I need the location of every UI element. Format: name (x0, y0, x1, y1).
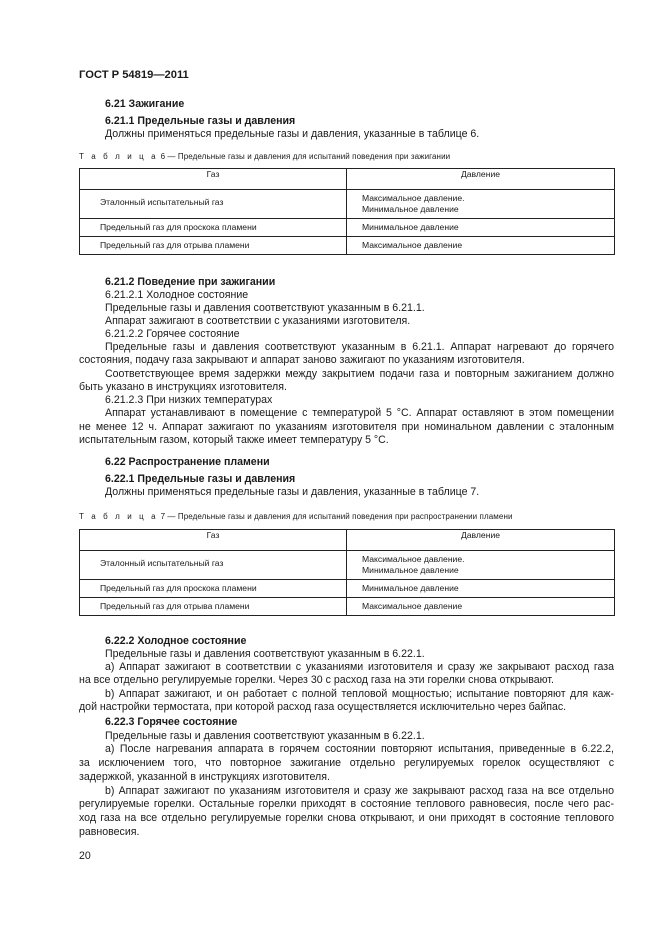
section-6-22-3-title: 6.22.3 Горячее состояние (105, 716, 238, 728)
table-header-row (80, 530, 615, 551)
table-row (80, 219, 615, 237)
section-6-21-2-1-title: 6.21.2.1 Холодное состояние (105, 289, 249, 301)
pressure-line: Минимальное давление (362, 204, 459, 214)
table-header-pressure: Давление (347, 169, 615, 190)
section-6-21-1-text: Должны применяться предельные газы и давления, указанные в таблице 6. (105, 128, 480, 140)
table-cell-pressure: Максимальное давление (347, 237, 615, 255)
page-number: 20 (79, 850, 91, 862)
table-row (80, 237, 615, 255)
table-7-title: 7 — Предельные газы и давления для испытаний поведения при распространении пламени (160, 512, 513, 521)
paragraph-line: Предельные газы и давления соответствуют указанным в 6.22.1. (105, 648, 425, 660)
paragraph-line: Предельные газы и давления соответствуют указанным в 6.22.1. (105, 730, 425, 742)
section-6-21-1-title: 6.21.1 Предельные газы и давления (105, 115, 296, 127)
paragraph-line: ход газа на все отдельно регулируемые горелки снова открывают, и они приходят в состояние теплового (79, 812, 614, 824)
table-cell-gas: Эталонный испытательный газ (80, 551, 347, 580)
pressure-line: Минимальное давление (362, 565, 459, 575)
section-6-22-2-title: 6.22.2 Холодное состояние (105, 635, 247, 647)
paragraph-line: Соответствующее время задержки между закрытием подачи газа и повторным зажиганием должно (105, 368, 614, 380)
pressure-line: Максимальное давление. (362, 193, 465, 203)
paragraph-line: равновесия. (79, 826, 140, 838)
table-header-gas: Газ (80, 169, 347, 190)
paragraph-line: Аппарат устанавливают в помещение с температурой 5 °С. Аппарат оставляют в этом помещении (105, 407, 614, 419)
table-cell-gas: Эталонный испытательный газ (80, 190, 347, 219)
table-cell-pressure (347, 190, 615, 219)
table-cell-pressure: Минимальное давление (347, 580, 615, 598)
table-7-caption (79, 512, 513, 522)
table-cell-pressure: Максимальное давление (347, 598, 615, 616)
table-7-word: Т а б л и ц а (79, 512, 159, 521)
table-cell-pressure: Минимальное давление (347, 219, 615, 237)
table-header-row (80, 169, 615, 190)
section-6-21-title: 6.21 Зажигание (105, 98, 185, 110)
paragraph-line: регулируемые горелки. Остальные горелки приходят в состояние теплового равновесия, после чего рас- (79, 798, 614, 810)
paragraph-line: не менее 12 ч. Аппарат зажигают по указаниям изготовителя при номинальном давлении с эталонным (79, 421, 614, 433)
paragraph-line: Предельные газы и давления соответствуют указанным в 6.21.1. (105, 302, 425, 314)
table-header-gas: Газ (80, 530, 347, 551)
section-6-22-title: 6.22 Распространение пламени (105, 456, 270, 468)
section-6-22-1-text: Должны применяться предельные газы и давления, указанные в таблице 7. (105, 486, 480, 498)
paragraph-line: а) Аппарат зажигают в соответствии с указаниями изготовителя и сразу же закрывают расход газа (105, 661, 614, 673)
document-id: ГОСТ Р 54819—2011 (79, 69, 189, 81)
table-row (80, 598, 615, 616)
section-6-22-1-title: 6.22.1 Предельные газы и давления (105, 473, 296, 485)
table-6 (79, 168, 615, 255)
paragraph-line: Аппарат зажигают в соответствии с указаниями изготовителя. (105, 315, 411, 327)
table-6-word: Т а б л и ц а (79, 152, 159, 161)
table-6-caption (79, 152, 450, 162)
table-row (80, 190, 615, 219)
paragraph-line: b) Аппарат зажигают по указаниям изготовителя и сразу же закрывают расход газа на все отдельно (105, 785, 614, 797)
paragraph-line: состояния, подачу газа закрывают и аппарат заново зажигают по указаниям изготовителя. (79, 354, 525, 366)
section-6-21-2-title: 6.21.2 Поведение при зажигании (105, 276, 276, 288)
paragraph-line: дой настройки термостата, при которой расход газа осуществляется исключительно через байпас. (79, 701, 567, 713)
section-6-21-2-2-title: 6.21.2.2 Горячее состояние (105, 328, 240, 340)
table-cell-pressure (347, 551, 615, 580)
paragraph-line: на все отдельно регулируемые горелки. Через 30 с расход газа на эти горелки снова открывают. (79, 674, 554, 686)
table-header-pressure: Давление (347, 530, 615, 551)
paragraph-line: задержкой, указанной в инструкциях изготовителя. (79, 771, 330, 783)
table-cell-gas: Предельный газ для отрыва пламени (80, 598, 347, 616)
pressure-line: Максимальное давление. (362, 554, 465, 564)
table-7 (79, 529, 615, 616)
table-6-title: 6 — Предельные газы и давления для испытаний поведения при зажигании (160, 152, 451, 161)
paragraph-line: b) Аппарат зажигают, и он работает с полной тепловой мощностью; испытание повторяют для каж- (105, 688, 614, 700)
section-6-21-2-3-title: 6.21.2.3 При низких температурах (105, 394, 273, 406)
table-cell-gas: Предельный газ для проскока пламени (80, 580, 347, 598)
paragraph-line: а) После нагревания аппарата в горячем состоянии повторяют испытания, приведенные в 6.22.2, (105, 743, 614, 755)
paragraph-line: быть указано в инструкциях изготовителя. (79, 381, 287, 393)
paragraph-line: испытательным газом, который также имеет температуру 5 °С. (79, 434, 389, 446)
paragraph-line: за исключением того, что повторное зажигание отдельно регулируемых горелок осуществляют с (79, 757, 614, 769)
table-cell-gas: Предельный газ для отрыва пламени (80, 237, 347, 255)
table-row (80, 580, 615, 598)
table-row (80, 551, 615, 580)
table-cell-gas: Предельный газ для проскока пламени (80, 219, 347, 237)
paragraph-line: Предельные газы и давления соответствуют указанным в 6.21.1. Аппарат нагревают до горячего (105, 341, 614, 353)
